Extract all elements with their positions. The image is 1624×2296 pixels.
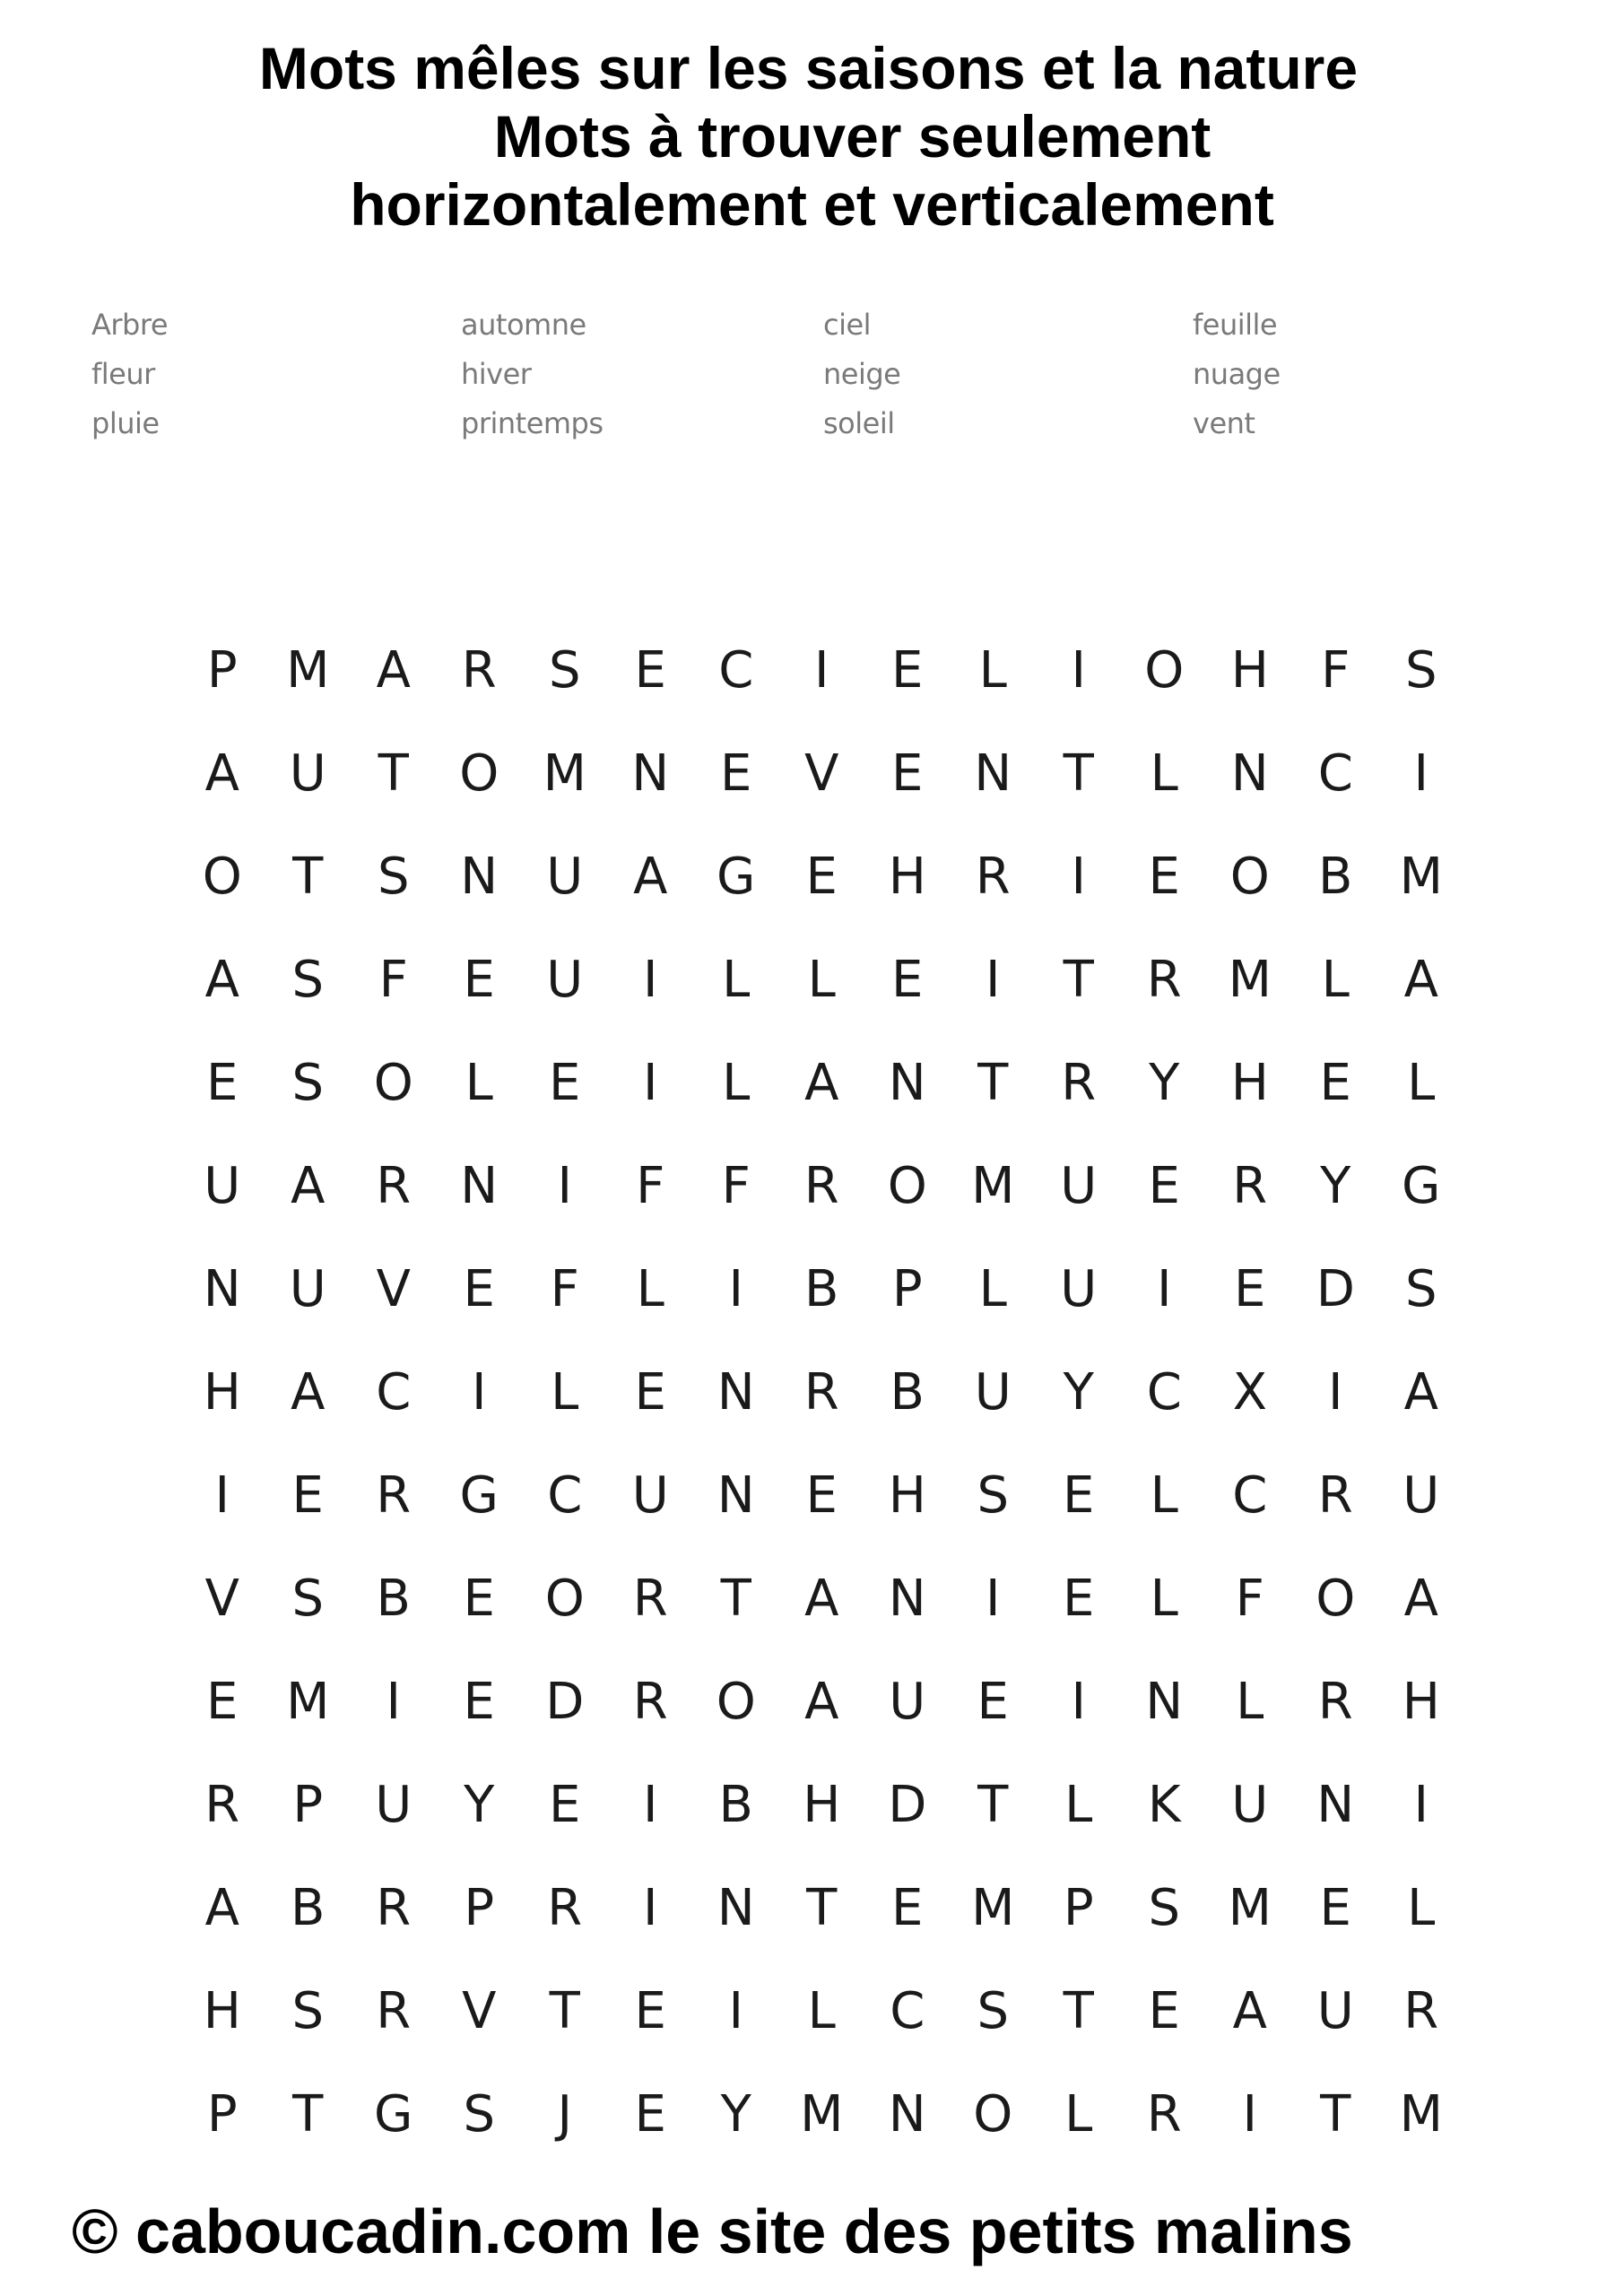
grid-letter[interactable]: N (631, 744, 670, 803)
grid-letter[interactable]: O (1229, 847, 1270, 906)
grid-letter[interactable]: R (376, 1156, 412, 1215)
grid-letter[interactable]: H (1230, 1053, 1269, 1112)
grid-letter[interactable]: R (1146, 2084, 1182, 2144)
grid-letter[interactable]: E (549, 1053, 581, 1112)
grid-letter[interactable]: E (891, 950, 924, 1009)
grid-letter[interactable]: L (1236, 1672, 1264, 1731)
grid-letter[interactable]: E (634, 2084, 666, 2144)
grid-letter[interactable]: N (888, 1569, 926, 1628)
grid-letter[interactable]: S (977, 1465, 1010, 1525)
grid-letter[interactable]: L (1407, 1053, 1436, 1112)
grid-letter[interactable]: E (463, 1259, 495, 1318)
grid-letter[interactable]: C (376, 1362, 412, 1422)
grid-letter[interactable]: I (1242, 2084, 1257, 2144)
grid-letter[interactable]: R (1403, 1981, 1439, 2040)
grid-letter[interactable]: A (1403, 1569, 1438, 1628)
grid-letter[interactable]: I (728, 1259, 743, 1318)
grid-letter[interactable]: G (374, 2084, 413, 2144)
grid-letter[interactable]: L (551, 1362, 579, 1422)
grid-letter[interactable]: L (807, 1981, 836, 2040)
grid-letter[interactable]: E (291, 1465, 324, 1525)
grid-letter[interactable]: E (549, 1775, 581, 1834)
grid-letter[interactable]: E (1063, 1569, 1095, 1628)
grid-letter[interactable]: R (376, 1878, 412, 1937)
grid-letter[interactable]: R (632, 1672, 668, 1731)
grid-letter[interactable]: N (716, 1878, 755, 1937)
grid-letter[interactable]: T (549, 1981, 580, 2040)
grid-letter[interactable]: R (975, 847, 1011, 906)
grid-letter[interactable]: Y (464, 1775, 495, 1834)
grid-letter[interactable]: P (464, 1878, 495, 1937)
grid-letter[interactable]: B (804, 1259, 839, 1318)
grid-letter[interactable]: N (1230, 744, 1269, 803)
grid-letter[interactable]: R (376, 1465, 412, 1525)
grid-letter[interactable]: A (204, 950, 239, 1009)
grid-letter[interactable]: V (462, 1981, 497, 2040)
grid-letter[interactable]: F (1235, 1569, 1264, 1628)
grid-letter[interactable]: M (971, 1156, 1015, 1215)
grid-letter[interactable]: E (463, 1569, 495, 1628)
grid-letter[interactable]: P (292, 1775, 324, 1834)
grid-letter[interactable]: I (1071, 640, 1086, 700)
grid-letter[interactable]: O (716, 1672, 756, 1731)
grid-letter[interactable]: M (1228, 1878, 1272, 1937)
grid-letter[interactable]: A (1403, 950, 1438, 1009)
grid-letter[interactable]: O (1316, 1569, 1356, 1628)
grid-letter[interactable]: L (636, 1259, 664, 1318)
grid-letter[interactable]: N (888, 2084, 926, 2144)
word-list-item: fleur (91, 357, 155, 391)
title-line-3: horizontalement et verticalement (350, 171, 1274, 238)
grid-letter[interactable]: C (547, 1465, 583, 1525)
grid-letter[interactable]: U (1316, 1981, 1354, 2040)
grid-letter[interactable]: R (803, 1156, 839, 1215)
letter-grid (179, 619, 1453, 2166)
grid-letter[interactable]: U (889, 1672, 926, 1731)
grid-letter[interactable]: L (722, 1053, 751, 1112)
grid-letter[interactable]: F (721, 1156, 751, 1215)
grid-letter[interactable]: L (1064, 2084, 1093, 2144)
grid-letter[interactable]: R (1146, 950, 1182, 1009)
grid-letter[interactable]: I (1413, 1775, 1429, 1834)
grid-letter[interactable]: R (632, 1569, 668, 1628)
grid-letter[interactable]: S (463, 2084, 496, 2144)
grid-letter[interactable]: D (545, 1672, 585, 1731)
grid-letter[interactable]: R (1232, 1156, 1268, 1215)
word-list-item: pluie (91, 406, 160, 440)
grid-letter[interactable]: U (1060, 1156, 1098, 1215)
grid-letter[interactable]: L (1150, 744, 1178, 803)
grid-letter[interactable]: E (1148, 847, 1180, 906)
grid-letter[interactable]: P (206, 2084, 238, 2144)
grid-letter[interactable]: N (1316, 1775, 1355, 1834)
grid-letter[interactable]: M (800, 2084, 844, 2144)
grid-letter[interactable]: I (1327, 1362, 1343, 1422)
grid-letter[interactable]: T (806, 1878, 838, 1937)
grid-letter[interactable]: I (985, 1569, 1001, 1628)
grid-letter[interactable]: L (978, 640, 1007, 700)
word-list-item: nuage (1193, 357, 1281, 391)
word-list-item: Arbre (91, 308, 168, 342)
grid-letter[interactable]: N (716, 1362, 755, 1422)
grid-letter[interactable]: U (546, 950, 584, 1009)
page-title (0, 34, 1624, 239)
grid-letter[interactable]: B (890, 1362, 925, 1422)
grid-letter[interactable]: K (1147, 1775, 1181, 1834)
word-list (91, 300, 1392, 453)
grid-letter[interactable]: U (375, 1775, 413, 1834)
grid-letter[interactable]: O (973, 2084, 1013, 2144)
grid-letter[interactable]: I (985, 950, 1001, 1009)
grid-letter[interactable]: E (634, 1981, 666, 2040)
grid-letter[interactable]: E (1063, 1465, 1095, 1525)
grid-letter[interactable]: P (1063, 1878, 1094, 1937)
grid-letter[interactable]: B (1318, 847, 1353, 906)
grid-letter[interactable]: H (803, 1775, 841, 1834)
grid-letter[interactable]: N (716, 1465, 755, 1525)
grid-letter[interactable]: U (204, 1156, 241, 1215)
grid-letter[interactable]: S (291, 1981, 325, 2040)
grid-letter[interactable]: R (1317, 1465, 1353, 1525)
grid-letter[interactable]: O (887, 1156, 927, 1215)
grid-letter[interactable]: E (463, 950, 495, 1009)
grid-letter[interactable]: S (291, 1053, 325, 1112)
grid-letter[interactable]: U (631, 1465, 669, 1525)
grid-letter[interactable]: A (804, 1672, 839, 1731)
grid-letter[interactable]: U (289, 744, 326, 803)
grid-letter[interactable]: T (1320, 2084, 1351, 2144)
grid-letter[interactable]: N (203, 1259, 241, 1318)
grid-letter[interactable]: M (1228, 950, 1272, 1009)
word-list-item: soleil (823, 406, 895, 440)
grid-letter[interactable]: J (557, 2084, 572, 2144)
grid-letter[interactable]: I (471, 1362, 487, 1422)
grid-letter[interactable]: R (1317, 1672, 1353, 1731)
grid-letter[interactable]: T (292, 2084, 324, 2144)
grid-letter[interactable]: R (461, 640, 497, 700)
word-list-item: feuille (1193, 308, 1278, 342)
grid-letter[interactable]: U (1231, 1775, 1269, 1834)
grid-letter[interactable]: M (286, 640, 330, 700)
grid-letter[interactable]: Y (1149, 1053, 1180, 1112)
grid-letter[interactable]: V (804, 744, 839, 803)
grid-letter[interactable]: M (1399, 2084, 1443, 2144)
grid-letter[interactable]: L (465, 1053, 493, 1112)
grid-letter[interactable]: V (204, 1569, 239, 1628)
grid-letter[interactable]: E (720, 744, 752, 803)
grid-letter[interactable]: I (728, 1981, 743, 2040)
grid-letter[interactable]: X (1232, 1362, 1267, 1422)
grid-letter[interactable]: G (1402, 1156, 1441, 1215)
grid-letter[interactable]: T (977, 1775, 1009, 1834)
grid-letter[interactable]: S (548, 640, 581, 700)
grid-letter[interactable]: I (386, 1672, 401, 1731)
grid-letter[interactable]: E (1148, 1156, 1180, 1215)
grid-letter[interactable]: E (1319, 1878, 1351, 1937)
grid-letter[interactable]: E (891, 744, 924, 803)
grid-letter[interactable]: E (805, 1465, 838, 1525)
grid-letter[interactable]: I (642, 1878, 658, 1937)
grid-letter[interactable]: E (977, 1672, 1009, 1731)
grid-letter[interactable]: S (291, 950, 325, 1009)
grid-letter[interactable]: U (546, 847, 584, 906)
grid-letter[interactable]: I (642, 1775, 658, 1834)
grid-letter[interactable]: S (1404, 1259, 1437, 1318)
grid-letter[interactable]: I (1071, 1672, 1086, 1731)
grid-letter[interactable]: E (463, 1672, 495, 1731)
grid-letter[interactable]: N (888, 1053, 926, 1112)
grid-letter[interactable]: S (1148, 1878, 1181, 1937)
grid-letter[interactable]: L (1150, 1569, 1178, 1628)
grid-letter[interactable]: A (1403, 1362, 1438, 1422)
grid-letter[interactable]: I (557, 1156, 572, 1215)
grid-letter[interactable]: B (718, 1775, 753, 1834)
grid-letter[interactable]: T (977, 1053, 1009, 1112)
grid-letter[interactable]: U (1060, 1259, 1098, 1318)
grid-letter[interactable]: M (1399, 847, 1443, 906)
grid-letter[interactable]: L (1064, 1775, 1093, 1834)
grid-letter[interactable]: P (891, 1259, 923, 1318)
grid-letter[interactable]: E (634, 640, 666, 700)
title-line-2: Mots à trouver seulement (493, 103, 1211, 170)
grid-letter[interactable]: I (813, 640, 829, 700)
grid-letter[interactable]: I (1071, 847, 1086, 906)
grid-letter[interactable]: C (1317, 744, 1353, 803)
grid-letter[interactable]: Y (720, 2084, 751, 2144)
grid-letter[interactable]: E (206, 1672, 239, 1731)
grid-letter[interactable]: H (1402, 1672, 1440, 1731)
grid-letter[interactable]: O (459, 744, 499, 803)
grid-letter[interactable]: S (1404, 640, 1437, 700)
word-list-item: automne (461, 308, 586, 342)
grid-letter[interactable]: R (1061, 1053, 1097, 1112)
grid-letter[interactable]: Y (1063, 1362, 1094, 1422)
grid-letter[interactable]: E (1148, 1981, 1180, 2040)
grid-letter[interactable]: E (891, 640, 924, 700)
grid-letter[interactable]: U (1403, 1465, 1440, 1525)
grid-letter[interactable]: S (377, 847, 410, 906)
grid-letter[interactable]: P (206, 640, 238, 700)
grid-letter[interactable]: U (974, 1362, 1012, 1422)
grid-letter[interactable]: Y (1320, 1156, 1351, 1215)
grid-letter[interactable]: R (547, 1878, 583, 1937)
grid-letter[interactable]: T (1063, 1981, 1094, 2040)
grid-letter[interactable]: F (550, 1259, 579, 1318)
grid-letter[interactable]: L (722, 950, 751, 1009)
grid-letter[interactable]: A (291, 1362, 326, 1422)
grid-letter[interactable]: E (634, 1362, 666, 1422)
grid-letter[interactable]: O (1144, 640, 1185, 700)
grid-letter[interactable]: V (376, 1259, 411, 1318)
grid-letter[interactable]: B (291, 1878, 326, 1937)
grid-letter[interactable]: G (716, 847, 756, 906)
grid-letter[interactable]: T (378, 744, 409, 803)
grid-letter[interactable]: H (203, 1981, 241, 2040)
grid-letter[interactable]: N (974, 744, 1012, 803)
grid-letter[interactable]: I (642, 950, 658, 1009)
grid-letter[interactable]: O (202, 847, 242, 906)
grid-letter[interactable]: C (1232, 1465, 1268, 1525)
grid-letter[interactable]: E (206, 1053, 239, 1112)
grid-letter[interactable]: G (459, 1465, 499, 1525)
grid-letter[interactable]: F (378, 950, 408, 1009)
grid-letter[interactable]: M (286, 1672, 330, 1731)
footer-credit: © caboucadin.com le site des petits malins (72, 2196, 1353, 2266)
grid-letter[interactable]: F (636, 1156, 665, 1215)
grid-letter[interactable]: O (373, 1053, 413, 1112)
grid-letter[interactable]: T (1063, 950, 1094, 1009)
grid-letter[interactable]: B (376, 1569, 411, 1628)
grid-letter[interactable]: O (544, 1569, 585, 1628)
grid-letter[interactable]: A (804, 1569, 839, 1628)
grid-letter[interactable]: A (291, 1156, 326, 1215)
grid-letter[interactable]: M (543, 744, 586, 803)
grid-letter[interactable]: D (888, 1775, 927, 1834)
grid-letter[interactable]: E (1234, 1259, 1266, 1318)
grid-letter[interactable]: T (292, 847, 324, 906)
grid-letter[interactable]: F (1321, 640, 1350, 700)
grid-letter[interactable]: R (204, 1775, 240, 1834)
grid-letter[interactable]: T (1063, 744, 1094, 803)
grid-letter[interactable]: A (633, 847, 668, 906)
grid-letter[interactable]: N (460, 847, 499, 906)
grid-letter[interactable]: I (1413, 744, 1429, 803)
grid-letter[interactable]: L (1150, 1465, 1178, 1525)
word-list-item: printemps (461, 406, 604, 440)
grid-letter[interactable]: A (204, 744, 239, 803)
grid-letter[interactable]: A (376, 640, 411, 700)
grid-letter[interactable]: S (977, 1981, 1010, 2040)
grid-letter[interactable]: C (1146, 1362, 1182, 1422)
grid-letter[interactable]: H (888, 1465, 926, 1525)
grid-letter[interactable]: D (1316, 1259, 1355, 1318)
grid-letter[interactable]: T (720, 1569, 751, 1628)
grid-letter[interactable]: R (376, 1981, 412, 2040)
grid-letter[interactable]: E (891, 1878, 924, 1937)
grid-letter[interactable]: A (804, 1053, 839, 1112)
grid-letter[interactable]: I (214, 1465, 230, 1525)
word-list-item: ciel (823, 308, 872, 342)
word-list-item: neige (823, 357, 901, 391)
grid-letter[interactable]: N (460, 1156, 499, 1215)
grid-letter[interactable]: A (1232, 1981, 1267, 2040)
grid-letter[interactable]: H (888, 847, 926, 906)
grid-letter[interactable]: L (807, 950, 836, 1009)
title-line-1: Mots mêles sur les saisons et la nature (258, 35, 1359, 101)
grid-letter[interactable]: R (803, 1362, 839, 1422)
grid-letter[interactable]: C (718, 640, 754, 700)
grid-letter[interactable]: L (1407, 1878, 1436, 1937)
grid-letter[interactable]: A (204, 1878, 239, 1937)
grid-letter[interactable]: I (642, 1053, 658, 1112)
grid-letter[interactable]: S (291, 1569, 325, 1628)
grid-letter[interactable]: M (971, 1878, 1015, 1937)
grid-letter[interactable]: U (289, 1259, 326, 1318)
word-list-item: hiver (461, 357, 532, 391)
grid-letter[interactable]: H (203, 1362, 241, 1422)
grid-letter[interactable]: L (978, 1259, 1007, 1318)
word-list-item: vent (1193, 406, 1255, 440)
grid-letter[interactable]: E (1319, 1053, 1351, 1112)
grid-letter[interactable]: H (1230, 640, 1269, 700)
grid-letter[interactable]: N (1145, 1672, 1184, 1731)
grid-letter[interactable]: E (805, 847, 838, 906)
grid-letter[interactable]: I (1156, 1259, 1172, 1318)
grid-letter[interactable]: L (1321, 950, 1350, 1009)
grid-letter[interactable]: C (890, 1981, 925, 2040)
